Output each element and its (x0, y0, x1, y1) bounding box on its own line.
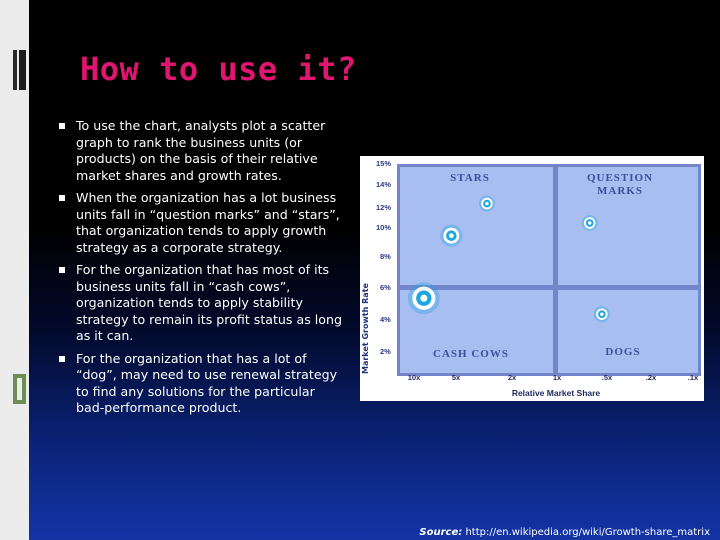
source-link[interactable]: http://en.wikipedia.org/wiki/Growth-share_matrix (465, 527, 710, 538)
bcg-matrix-chart (360, 156, 704, 401)
square-bullet-icon (59, 195, 65, 201)
x-axis-ticks (408, 373, 699, 382)
y-tick-label: 4% (380, 315, 391, 324)
x-tick-label: 2x (507, 373, 517, 382)
y-tick-label: 8% (380, 252, 391, 261)
y-axis-title: Market Growth Rate (361, 283, 370, 374)
bullet-text: To use the chart, analysts plot a scatter graph to rank the business units (or products) on the basis of their relative market shares and growth rates. (76, 118, 326, 183)
quadrant-dogs (558, 290, 698, 373)
bullet-item (44, 262, 344, 345)
source-citation (419, 527, 710, 538)
bullet-text: For the organization that has a lot of “dog”, may need to use renewal strategy to find any solutions for the particular bad-performance product. (76, 350, 338, 415)
bullet-item (44, 351, 344, 417)
source-prefix: Source: (419, 527, 463, 538)
bcg-matrix-svg (360, 156, 704, 401)
quadrant-label-marks: MARKS (597, 185, 643, 197)
y-tick-label: 2% (380, 347, 391, 356)
data-point-bubble (440, 225, 462, 247)
x-tick-label: 10x (407, 373, 421, 382)
x-tick-label: .5x (601, 373, 613, 382)
quadrant-label-stars: STARS (450, 172, 490, 184)
bullet-list (44, 118, 344, 423)
left-accent-stripe-black (19, 50, 26, 90)
y-axis-ticks (376, 159, 391, 356)
quadrant-stars (400, 167, 553, 285)
bullet-text: When the organization has a lot business units fall in “question marks” and “stars”, that organization tends to apply growth strategy as a corporate strategy. (76, 190, 340, 255)
data-point-bubble (479, 196, 495, 212)
bullet-text: For the organization that has most of its business units fall in “cash cows”, organization tends to apply stability strategy to remain its profit status as long as it can. (76, 262, 342, 343)
x-tick-label: .1x (687, 373, 699, 382)
x-tick-label: 1x (552, 373, 562, 382)
x-tick-label: .2x (645, 373, 657, 382)
x-tick-label: 5x (451, 373, 461, 382)
y-tick-label: 12% (376, 203, 392, 212)
bullet-item (44, 190, 344, 256)
quadrant-label-cash-cows: CASH COWS (433, 348, 509, 360)
y-tick-label: 10% (376, 223, 392, 232)
quadrant-label-question: QUESTION (586, 172, 654, 184)
left-accent-stripe-gap (17, 378, 22, 400)
data-point-bubble (408, 282, 440, 314)
quadrant-label-dogs: DOGS (605, 346, 641, 358)
data-point-bubble (582, 215, 598, 231)
square-bullet-icon (59, 123, 65, 129)
slide-title: How to use it? (80, 50, 357, 88)
bullet-item (44, 118, 344, 184)
data-point-bubble (594, 306, 610, 322)
left-accent-stripe-dark (13, 50, 17, 90)
square-bullet-icon (59, 356, 65, 362)
x-axis-title: Relative Market Share (511, 388, 601, 398)
y-tick-label: 14% (376, 180, 392, 189)
y-tick-label: 15% (376, 159, 392, 168)
square-bullet-icon (59, 267, 65, 273)
y-tick-label: 6% (380, 283, 391, 292)
